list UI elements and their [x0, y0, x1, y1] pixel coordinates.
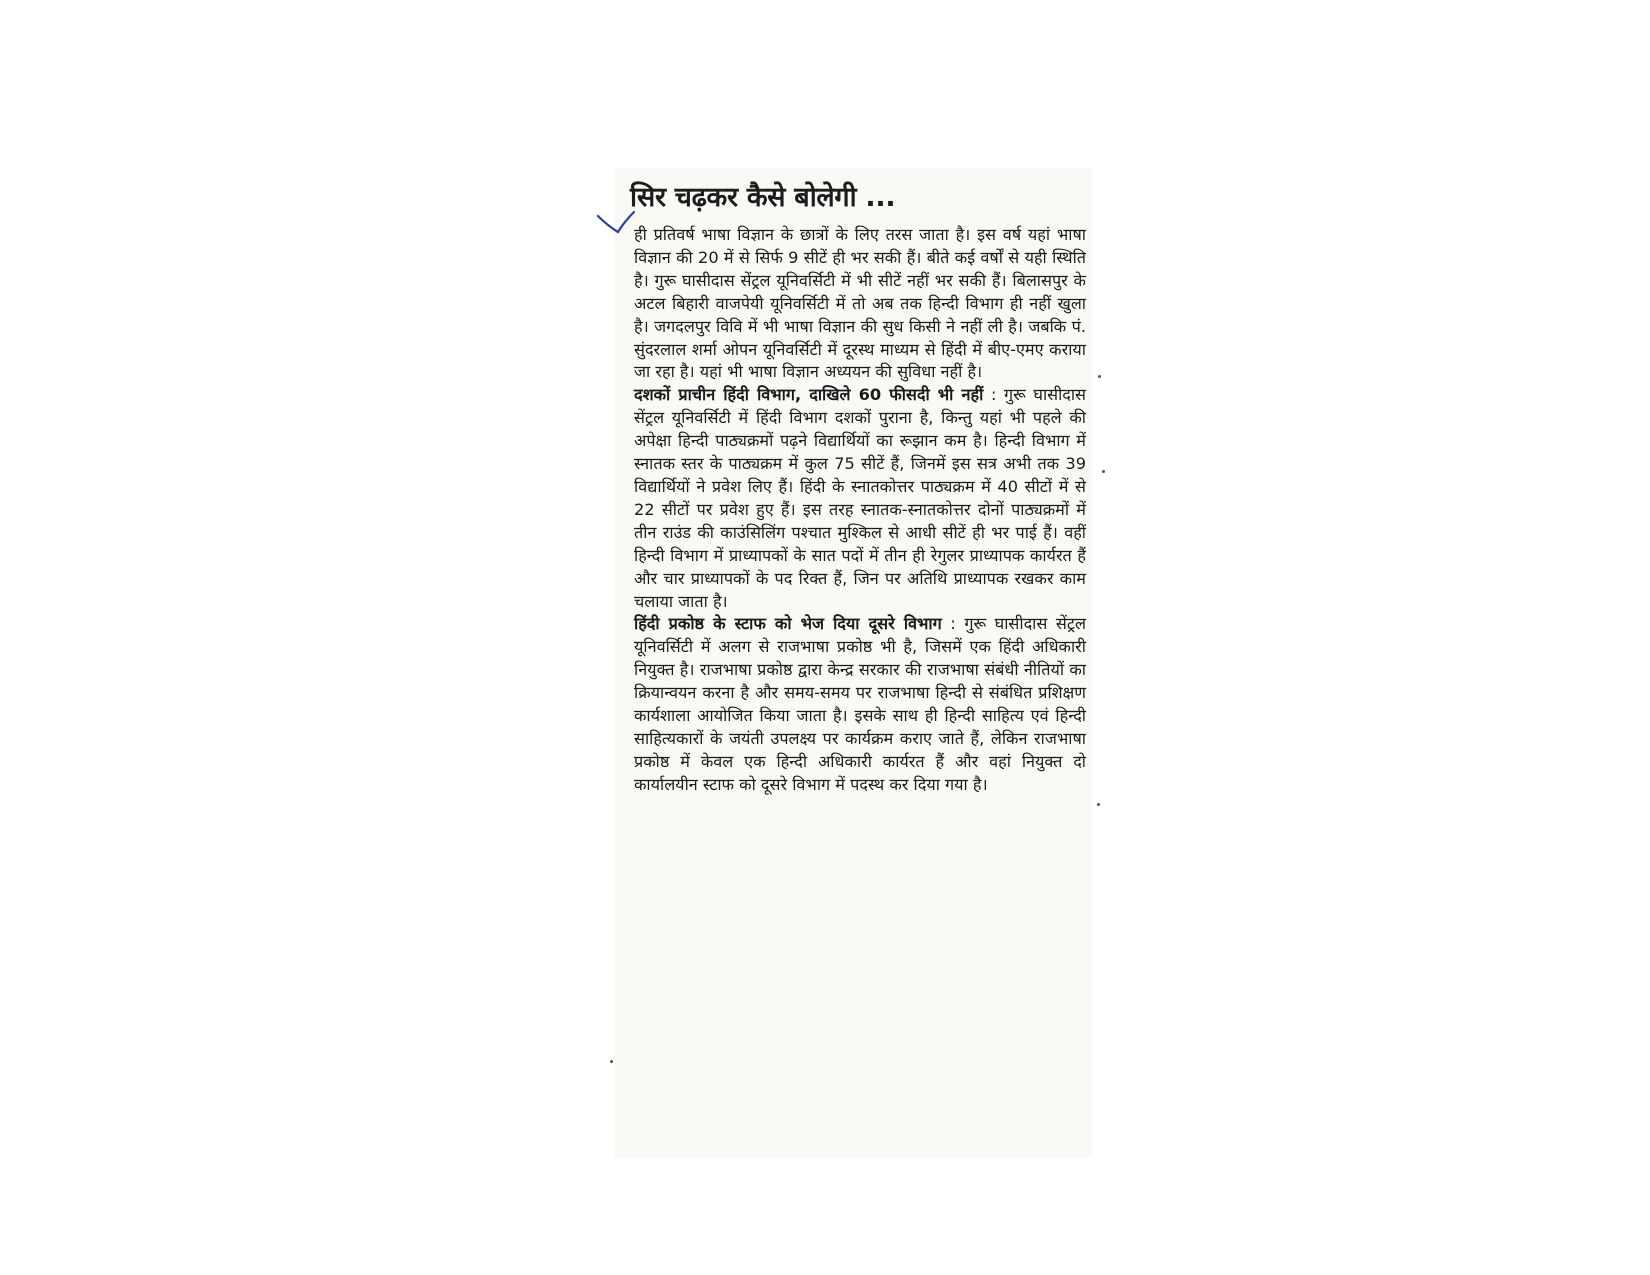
article-body	[634, 224, 1086, 797]
article-section-2	[634, 384, 1086, 613]
scan-speck	[1097, 803, 1100, 806]
scan-speck	[610, 1060, 613, 1063]
article-subhead-2: हिंदी प्रकोष्ठ के स्टाफ को भेज दिया दूसरे विभाग	[634, 614, 942, 634]
scan-speck	[1098, 375, 1101, 378]
pen-tick-mark-icon	[596, 210, 636, 236]
article-headline: सिर चढ़कर कैसे बोलेगी ...	[630, 182, 896, 213]
article-paragraph-1: ही प्रतिवर्ष भाषा विज्ञान के छात्रों के लिए तरस जाता है। इस वर्ष यहां भाषा विज्ञान की 20 में से सिर्फ 9 सीटें ही भर सकी हैं। बीते कई वर्षों से यही स्थिति है। गुरू घासीदास सेंट्रल यूनिवर्सिटी में भी सीटें नहीं भर सकी हैं। बिलासपुर के अटल बिहारी वाजपेयी यूनिवर्सिटी में तो अब तक हिन्दी विभाग ही नहीं खुला है। जगदलपुर विवि में भी भाषा विज्ञान की सुध किसी ने नहीं ली है। जबकि पं. सुंदरलाल शर्मा ओपन यूनिवर्सिटी में दूरस्थ माध्यम से हिंदी में बीए-एमए कराया जा रहा है। यहां भी भाषा विज्ञान अध्ययन की सुविधा नहीं है।	[634, 225, 1086, 382]
article-paragraph-2: : गुरू घासीदास सेंट्रल यूनिवर्सिटी में हिंदी विभाग दशकों पुराना है, किन्तु यहां भी पहले की अपेक्षा हिन्दी पाठ्यक्रमों पढ़ने विद्यार्थियों का रूझान कम है। हिन्दी विभाग में स्नातक स्तर के पाठ्यक्रम में कुल 75 सीटें हैं, जिनमें इस सत्र अभी तक 39 विद्यार्थियों ने प्रवेश लिए हैं। हिंदी के स्नातकोत्तर पाठ्यक्रम में 40 सीटों में से 22 सीटों पर प्रवेश हुए हैं। इस तरह स्नातक-स्नातकोत्तर दोनों पाठ्यक्रमों में तीन राउंड की काउंसिलिंग पश्चात मुश्किल से आधी सीटें ही भर पाई हैं। वहीं हिन्दी विभाग में प्राध्यापकों के सात पदों में तीन ही रेगुलर प्राध्यापक कार्यरत हैं और चार प्राध्यापकों के पद रिक्त हैं, जिन पर अतिथि प्राध्यापक रखकर काम चलाया जाता है।	[634, 385, 1087, 611]
article-subhead-1: दशकों प्राचीन हिंदी विभाग, दाखिले 60 फीसदी भी नहीं	[634, 385, 984, 405]
scan-speck	[1102, 470, 1105, 473]
article-section-3	[634, 613, 1086, 796]
article-paragraph-3: : गुरू घासीदास सेंट्रल यूनिवर्सिटी में अलग से राजभाषा प्रकोष्ठ भी है, जिसमें एक हिंदी अधिकारी नियुक्त है। राजभाषा प्रकोष्ठ द्वारा केन्द्र सरकार की राजभाषा संबंधी नीतियों का क्रियान्वयन करना है और समय-समय पर राजभाषा हिन्दी से संबंधित प्रशिक्षण कार्यशाला आयोजित किया जाता है। इसके साथ ही हिन्दी साहित्य एवं हिन्दी साहित्यकारों के जयंती उपलक्ष्य पर कार्यक्रम कराए जाते हैं, लेकिन राजभाषा प्रकोष्ठ में केवल एक हिन्दी अधिकारी कार्यरत हैं और वहां नियुक्त दो कार्यालयीन स्टाफ को दूसरे विभाग में पदस्थ कर दिया गया है।	[634, 614, 1086, 794]
